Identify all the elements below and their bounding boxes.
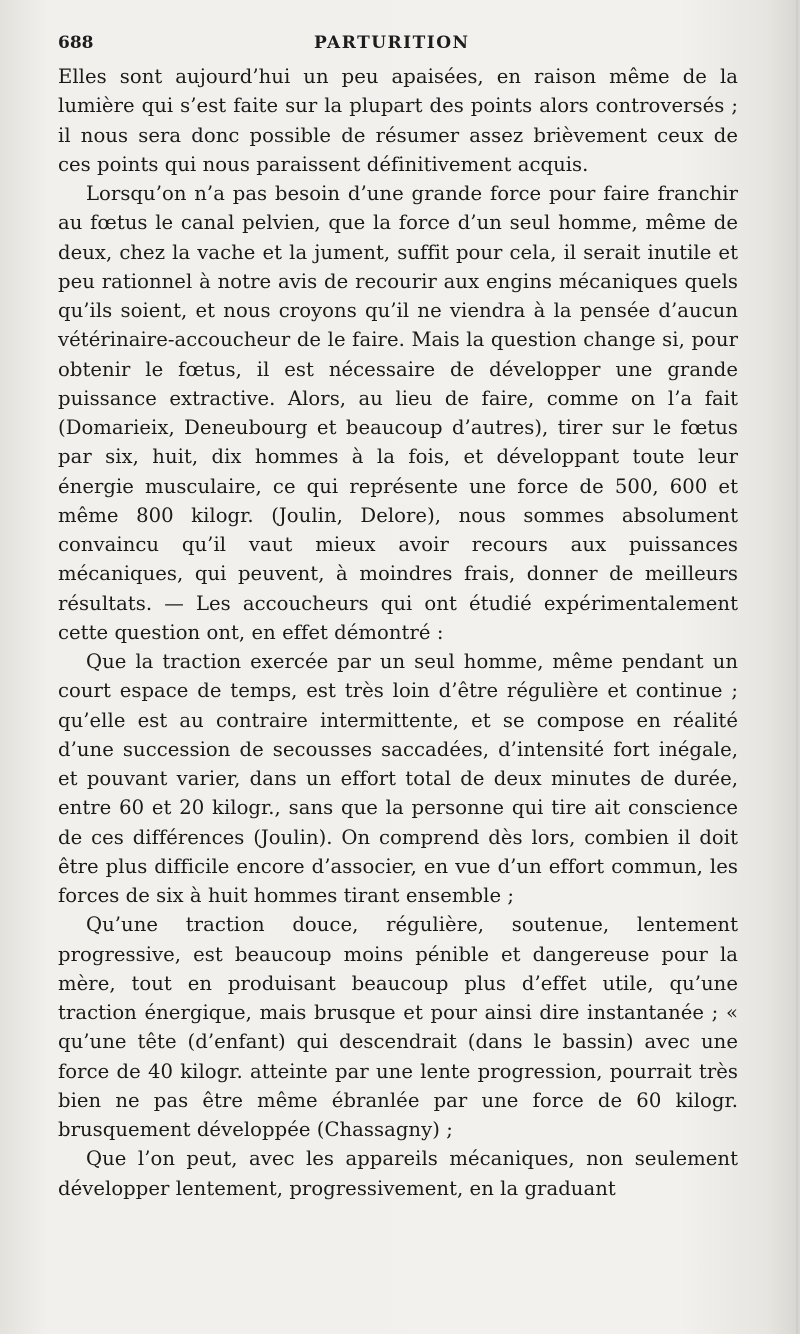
body-text — [58, 62, 738, 1203]
paragraph-traction-irregular: Que la traction exercée par un seul homme, même pendant un court espace de temps, est très loin d’être régulière et continue ; qu’elle est au contraire intermittente, et se compose en réalité d’une succession de secousses saccadées, d’intensité fort inégale, et pouvant varier, dans un effort total de deux minutes de durée, entre 60 et 20 kilogr., sans que la personne qui tire ait conscience de ces différences (Joulin). On comprend dès lors, combien il doit être plus difficile encore d’associer, en vue d’un effort commun, les forces de six à huit hommes tirant ensemble ; — [58, 650, 738, 907]
paragraph-mechanical-devices: Que l’on peut, avec les appareils mécaniques, non seulement développer lentement, progressivement, en la graduant — [58, 1147, 738, 1200]
running-title: PARTURITION — [314, 33, 470, 53]
paragraph-force-extraction: Lorsqu’on n’a pas besoin d’une grande force pour faire franchir au fœtus le canal pelvien, que la force d’un seul homme, même de deux, chez la vache et la jument, suffit pour cela, il serait inutile et peu rationnel à notre avis de recourir aux engins mécaniques quels qu’ils soient, et nous croyons qu’il ne viendra à la pensée d’aucun vétérinaire-accoucheur de le faire. Mais la question change si, pour obtenir le fœtus, il est nécessaire de développer une grande puissance extractive. Alors, au lieu de faire, comme on l’a fait (Domarieix, Deneubourg et beaucoup d’autres), tirer sur le fœtus par six, huit, dix hommes à la fois, et développant toute leur énergie musculaire, ce qui représente une force de 500, 600 et même 800 kilogr. (Joulin, Delore), nous sommes absolument convaincu qu’il vaut mieux avoir recours aux puissances mécaniques, qui peuvent, à moindres frais, donner de meilleurs résultats. — Les accoucheurs qui ont étudié expérimentalement cette question ont, en effet démontré : — [58, 182, 738, 644]
paragraph-continuation: Elles sont aujourd’hui un peu apaisées, en raison même de la lumière qui s’est faite sur la plupart des points alors controversés ; il nous sera donc possible de résumer assez brièvement ceux de ces points qui nous paraissent définitivement acquis. — [58, 65, 738, 176]
paragraph-traction-progressive: Qu’une traction douce, régulière, soutenue, lentement progressive, est beaucoup moins pénible et dangereuse pour la mère, tout en produisant beaucoup plus d’effet utile, qu’une traction énergique, mais brusque et pour ainsi dire instantanée ; « qu’une tête (d’enfant) qui descendrait (dans le bassin) avec une force de 40 kilogr. atteinte par une lente progression, pourrait très bien ne pas être même ébranlée par une force de 60 kilogr. brusquement développée (Chassagny) ; — [58, 913, 738, 1141]
page-edge — [796, 0, 798, 1334]
page-number: 688 — [58, 33, 94, 53]
page-header — [58, 30, 738, 58]
